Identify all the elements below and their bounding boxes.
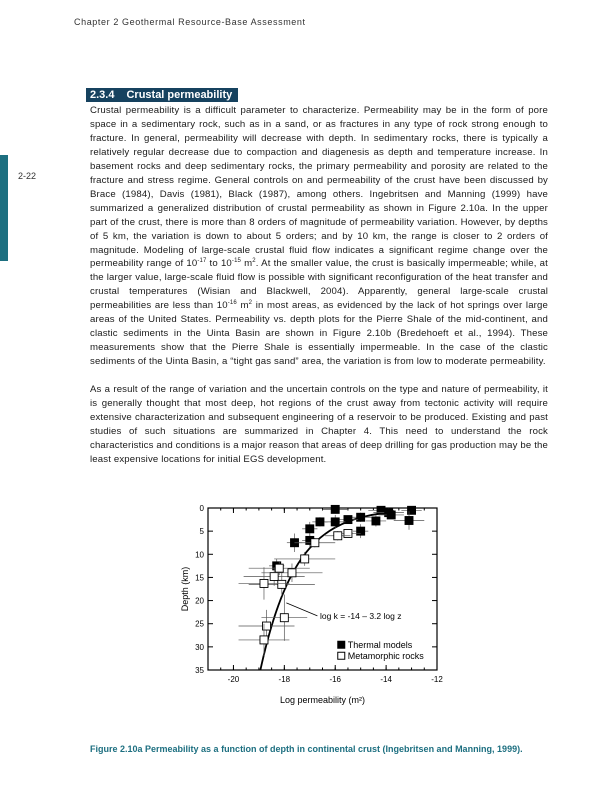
text-run: to 10: [206, 258, 232, 270]
annotation-leader: [286, 603, 317, 616]
text-run: m: [241, 258, 253, 270]
thermal-model-point: [306, 525, 314, 533]
exponent: -16: [227, 300, 237, 307]
metamorphic-rock-point: [270, 573, 278, 581]
legend-label: Thermal models: [347, 640, 413, 651]
exponent: -15: [231, 258, 242, 265]
text-run: m: [236, 300, 249, 312]
thermal-model-point: [357, 527, 365, 535]
y-tick-label: 0: [199, 504, 204, 513]
permeability-depth-chart: [180, 495, 460, 740]
y-tick-label: 25: [195, 619, 204, 629]
y-tick-label: 35: [195, 666, 204, 675]
x-tick-label: -18: [278, 675, 291, 684]
exponent: -17: [197, 258, 207, 265]
figure-caption: Figure 2.10a Permeability as a function of depth in continental crust (Ingebritsen and Manning, 1999).: [90, 744, 523, 754]
chapter-tab-bar: [0, 155, 8, 261]
page-number: 2-22: [18, 171, 37, 181]
section-number: 2.3.4: [90, 89, 115, 101]
y-tick-label: 10: [195, 550, 204, 560]
x-tick-label: -14: [380, 675, 392, 684]
metamorphic-rock-point: [334, 532, 342, 540]
x-axis-label: Log permeability (m²): [279, 695, 366, 705]
metamorphic-rock-point: [278, 580, 286, 588]
y-tick-label: 5: [199, 527, 204, 537]
thermal-model-point: [344, 516, 352, 524]
y-axis-label: Depth (km): [180, 566, 190, 612]
section-title: Crustal permeability: [126, 89, 233, 101]
legend-open-square-icon: [338, 652, 345, 659]
x-tick-label: -20: [227, 675, 240, 684]
metamorphic-rock-point: [301, 555, 309, 563]
y-tick-label: 30: [195, 642, 204, 652]
text-run: . At the smaller value, the crust is basically impermeable; while, at the larger value, large-scale fluid flow is possible with significant reconfiguration of the heat transfer and crustal temperatures (Wisian and Blackwell, 2004). Apparently, general large-scale crustal permeabilities are less than 10: [90, 258, 548, 312]
y-tick-label: 20: [195, 596, 204, 606]
metamorphic-rock-point: [275, 564, 283, 572]
x-tick-label: -12: [431, 675, 443, 684]
exponent: 2: [248, 300, 253, 307]
thermal-model-point: [377, 506, 385, 514]
metamorphic-rock-point: [311, 539, 319, 547]
paragraph: [90, 104, 548, 369]
metamorphic-rock-point: [288, 569, 296, 577]
section-heading: [86, 88, 238, 102]
running-header: Chapter 2 Geothermal Resource-Base Assessment: [74, 17, 306, 27]
fit-annotation: log k = -14 – 3.2 log z: [319, 610, 402, 621]
metamorphic-rock-point: [344, 529, 352, 537]
thermal-model-point: [387, 511, 395, 519]
metamorphic-rock-point: [260, 579, 268, 587]
y-tick-label: 15: [195, 573, 204, 583]
metamorphic-rock-point: [260, 636, 268, 644]
thermal-model-point: [405, 516, 413, 524]
text-run: Crustal permeability is a difficult parameter to characterize. Permeability may be in the form of pore space in a sedimentary rock, such as in a sand, or as fractures in any type of rock strong enough to fracture. In general, permeability will decrease with depth. In sedimentary rocks, there is typically a relatively regular decrease due to compaction and diagenesis as depth and temperature increase. In basement rocks and deep sedimentary rocks, the primary permeability and porosity are related to the fracture and stress regime. General controls on and permeability of the crust have been discussed by Brace (1984), Davis (1981), Black (1987), among others. Ingebritsen and Manning (1999) have summarized a generalized distribution of crustal permeability as shown in Figure 2.10a. In the upper part of the crust, there is more than 8 orders of magnitude of permeability variation. However, by depths of 5 km, the variation is down to about 5 orders; and by 10 km, the range is closer to 2 orders of magnitude. Modeling of large-scale crustal fluid flow indicates a significant regime change over the permeability range of 10: [90, 105, 548, 270]
thermal-model-point: [331, 505, 339, 513]
paragraph: As a result of the range of variation and the uncertain controls on the type and nature of permeability, it is generally thought that most deep, hot regions of the crust away from tectonic activity will require extensive characterization and subsequent engineering of a reservoir to be produced. Existing and past studies of such situations are summarized in Chapter 4. This need to understand the rock characteristics and conditions is a major reason that areas of deep drilling for gas production may be the least expensive locations for initial EGS development.: [90, 384, 548, 465]
thermal-model-point: [372, 517, 380, 525]
exponent: 2: [252, 258, 256, 265]
metamorphic-rock-point: [280, 614, 288, 622]
x-tick-label: -16: [329, 675, 342, 684]
thermal-model-point: [331, 518, 339, 526]
text-run: in most areas, as evidenced by the lack of hot springs over large areas of the United States. Permeability vs. depth plots for the Pierre Shale of the mid-continent, and clastic sediments in the Uinta Basin are shown in Figure 2.10b (Bredehoeft et al., 1994). These measurements show that the Pierre Shale is essentially impermeable. In the case of the clastic sediments of the Uinta Basin, a “tight gas sand” area, the variation is from low to moderate permeability.: [90, 300, 548, 368]
legend-label: Metamorphic rocks: [347, 651, 424, 662]
legend-filled-square-icon: [338, 641, 345, 648]
thermal-model-point: [357, 513, 365, 521]
thermal-model-point: [316, 518, 324, 526]
body-text: [90, 104, 548, 481]
